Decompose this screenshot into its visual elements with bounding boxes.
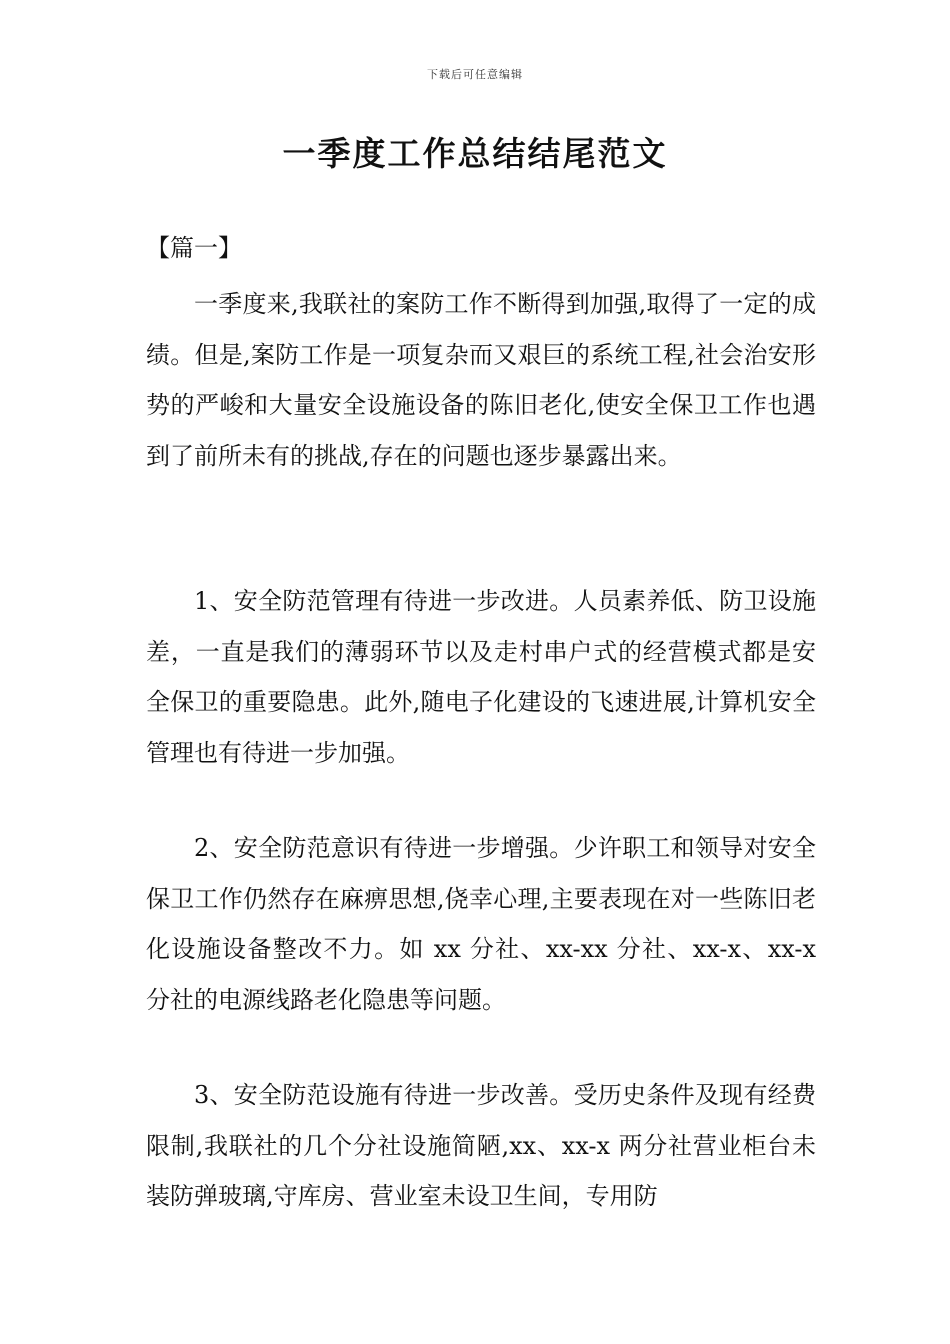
- paragraph-item-3: 3、安全防范设施有待进一步改善。受历史条件及现有经费限制,我联社的几个分社设施简陋,xx、xx-x 两分社营业柜台未装防弹玻璃,守库房、营业室未设卫生间，专用防: [146, 1081, 816, 1210]
- page-header-note: 下载后可任意编辑: [427, 68, 523, 81]
- paragraph-intro: 一季度来,我联社的案防工作不断得到加强,取得了一定的成绩。但是,案防工作是一项复杂而又艰巨的系统工程,社会治安形势的严峻和大量安全设施设备的陈旧老化,使安全保卫工作也遇到了前所未有的挑战,存在的问题也逐步暴露出来。: [146, 290, 816, 470]
- paragraph-item-2: 2、安全防范意识有待进一步增强。少许职工和领导对安全保卫工作仍然存在麻痹思想,侥幸心理,主要表现在对一些陈旧老化设施设备整改不力。如 xx 分社、xx-xx 分社、xx-x、xx-x 分社的电源线路老化隐患等问题。: [146, 834, 816, 1014]
- paragraph-item-1: 1、安全防范管理有待进一步改进。人员素养低、防卫设施差，一直是我们的薄弱环节以及走村串户式的经营模式都是安全保卫的重要隐患。此外,随电子化建设的飞速进展,计算机安全管理也有待进一步加强。: [146, 587, 816, 767]
- document-title: 一季度工作总结结尾范文: [282, 134, 668, 173]
- section-heading: 【篇一】: [146, 234, 242, 262]
